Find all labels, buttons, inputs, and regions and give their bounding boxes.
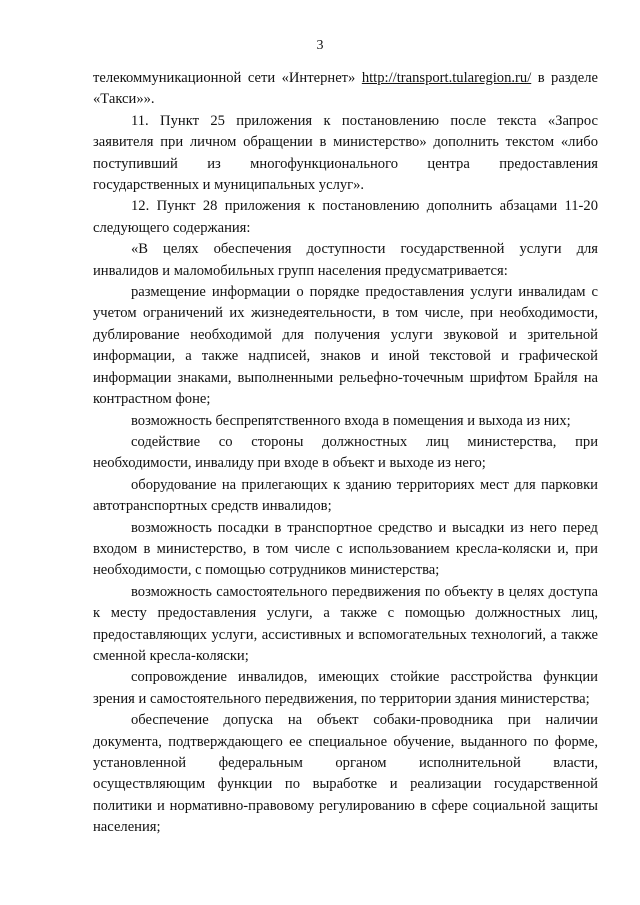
paragraph-information-placement: размещение информации о порядке предоставления услуги инвалидам с учетом ограничений их жизнедеятельности, в том числе, при необходимости, дублирование необходимой для получения услуги звуковой и зрительной информации, а также надписей, знаков и иной текстовой и графической информации знаками, выполненными рельефно-точечным шрифтом Брайля на контрастном фоне; <box>93 284 598 408</box>
paragraph-independent-movement: возможность самостоятельного передвижения по объекту в целях доступа к месту предоставления услуги, а также с помощью должностных лиц, предоставляющих услуги, ассистивных и вспомогательных технологий, а также сменной кресла-коляски; <box>93 583 598 664</box>
paragraph-vehicle-boarding: возможность посадки в транспортное средство и высадки из него перед входом в министерство, в том числе с использованием кресла-коляски и, при необходимости, с помощью сотрудников министерства; <box>93 519 598 579</box>
paragraph-item-12: 12. Пункт 28 приложения к постановлению дополнить абзацами 11-20 следующего содержания: <box>93 198 598 236</box>
paragraph-text: телекоммуникационной сети «Интернет» <box>93 70 362 86</box>
paragraph-escort: сопровождение инвалидов, имеющих стойкие расстройства функции зрения и самостоятельного передвижения, по территории здания министерства; <box>93 669 598 707</box>
paragraph-accessibility-intro: «В целях обеспечения доступности государственной услуги для инвалидов и маломобильных групп населения предусматривается: <box>93 241 598 279</box>
paragraph-parking: оборудование на прилегающих к зданию территориях мест для парковки автотранспортных средств инвалидов; <box>93 476 598 515</box>
paragraph-continuation <box>93 68 598 111</box>
paragraph-item-11: 11. Пункт 25 приложения к постановлению после текста «Запрос заявителя при личном обращении в министерство» дополнить текстом «либо поступивший из многофункционального центра предоставления государственных и муниципальных услуг». <box>93 112 598 194</box>
paragraph-guide-dog: обеспечение допуска на объект собаки-проводника при наличии документа, подтверждающего ее специальное обучение, выданного по форме, установленной федеральным органом исполнительной власти, осуществляющим функции по выработке и реализации государственной политики и нормативно-правовому регулированию в сфере социальной защиты населения; <box>93 712 598 836</box>
paragraph-text: в разделе «Такси»». <box>93 70 598 108</box>
document-body <box>93 68 598 839</box>
paragraph-staff-assistance: содействие со стороны должностных лиц министерства, при необходимости, инвалиду при входе в объект и выходе из него; <box>93 433 598 472</box>
paragraph-unobstructed-entry: возможность беспрепятственного входа в помещения и выхода из них; <box>131 412 571 429</box>
transport-website-link[interactable]: http://transport.tularegion.ru/ <box>361 70 532 86</box>
page-number: 3 <box>316 38 324 53</box>
